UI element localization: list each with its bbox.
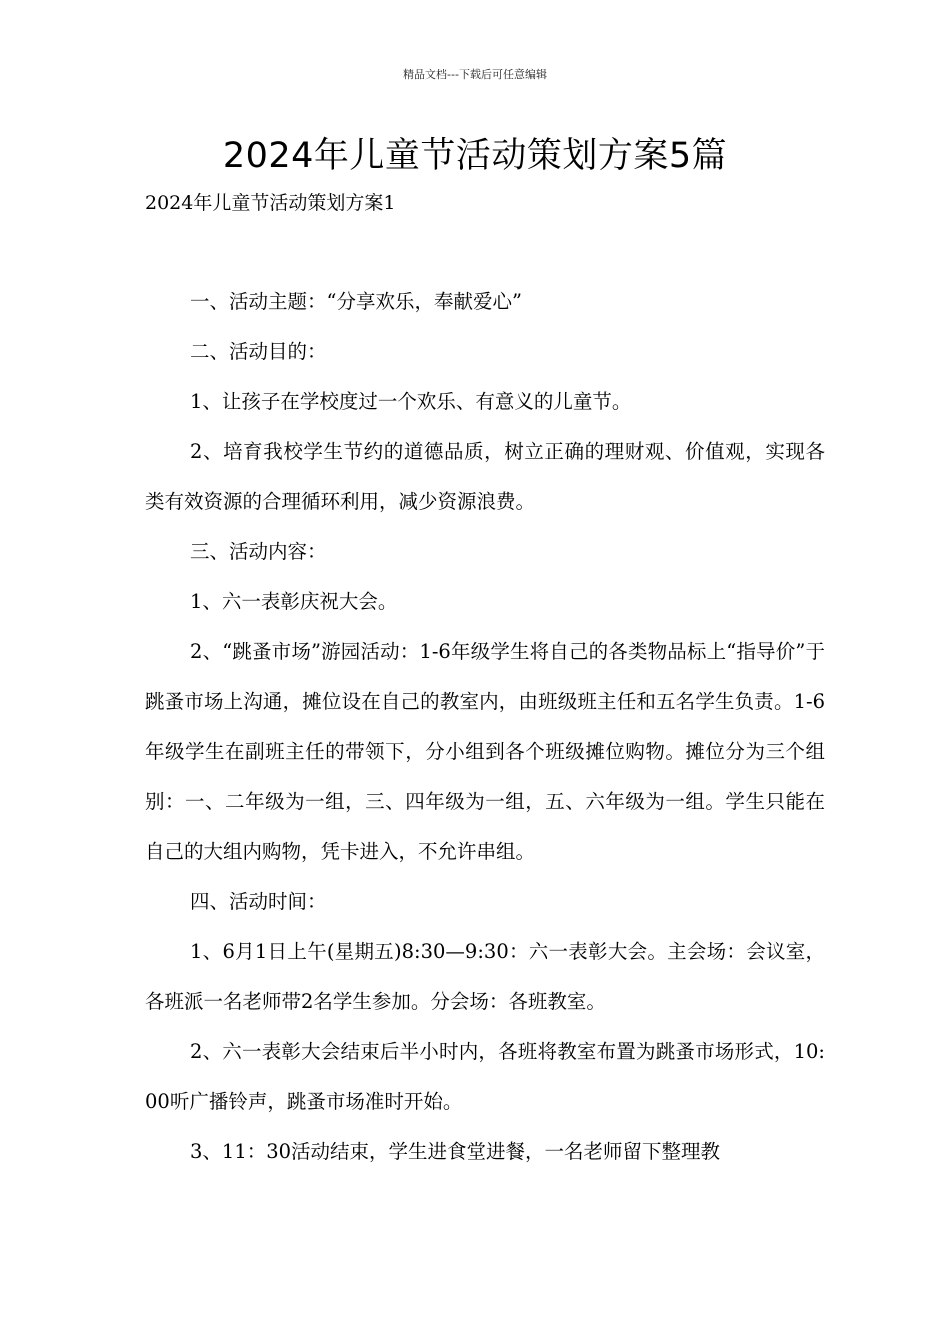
paragraph-purpose-2: 2、培育我校学生节约的道德品质，树立正确的理财观、价值观，实现各类有效资源的合理循环利用，减少资源浪费。 <box>145 440 825 513</box>
document-body <box>145 277 825 1177</box>
section-title: 2024年儿童节活动策划方案1 <box>145 192 396 214</box>
header-note: 精品文档---下载后可任意编辑 <box>403 68 547 81</box>
paragraph-content-1: 1、六一表彰庆祝大会。 <box>190 590 398 613</box>
paragraph-time-2: 2、六一表彰大会结束后半小时内，各班将教室布置为跳蚤市场形式，10:00听广播铃声，跳蚤市场准时开始。 <box>145 1040 825 1113</box>
paragraph-theme: 一、活动主题：“分享欢乐，奉献爱心” <box>190 290 522 313</box>
paragraph-purpose-heading: 二、活动目的： <box>190 340 327 363</box>
document-title: 2024年儿童节活动策划方案5篇 <box>222 136 728 176</box>
paragraph-purpose-1: 1、让孩子在学校度过一个欢乐、有意义的儿童节。 <box>190 390 632 413</box>
paragraph-time-1: 1、6月1日上午(星期五)8:30—9:30：六一表彰大会。主会场：会议室，各班派一名老师带2名学生参加。分会场：各班教室。 <box>145 940 825 1013</box>
paragraph-time-heading: 四、活动时间： <box>190 890 327 913</box>
paragraph-content-2: 2、“跳蚤市场”游园活动：1-6年级学生将自己的各类物品标上“指导价”于跳蚤市场上沟通，摊位设在自己的教室内，由班级班主任和五名学生负责。1-6年级学生在副班主任的带领下，分小组到各个班级摊位购物。摊位分为三个组别：一、二年级为一组，三、四年级为一组，五、六年级为一组。学生只能在自己的大组内购物，凭卡进入，不允许串组。 <box>145 640 825 863</box>
paragraph-content-heading: 三、活动内容： <box>190 540 327 563</box>
paragraph-time-3: 3、11：30活动结束，学生进食堂进餐，一名老师留下整理教 <box>190 1140 721 1163</box>
